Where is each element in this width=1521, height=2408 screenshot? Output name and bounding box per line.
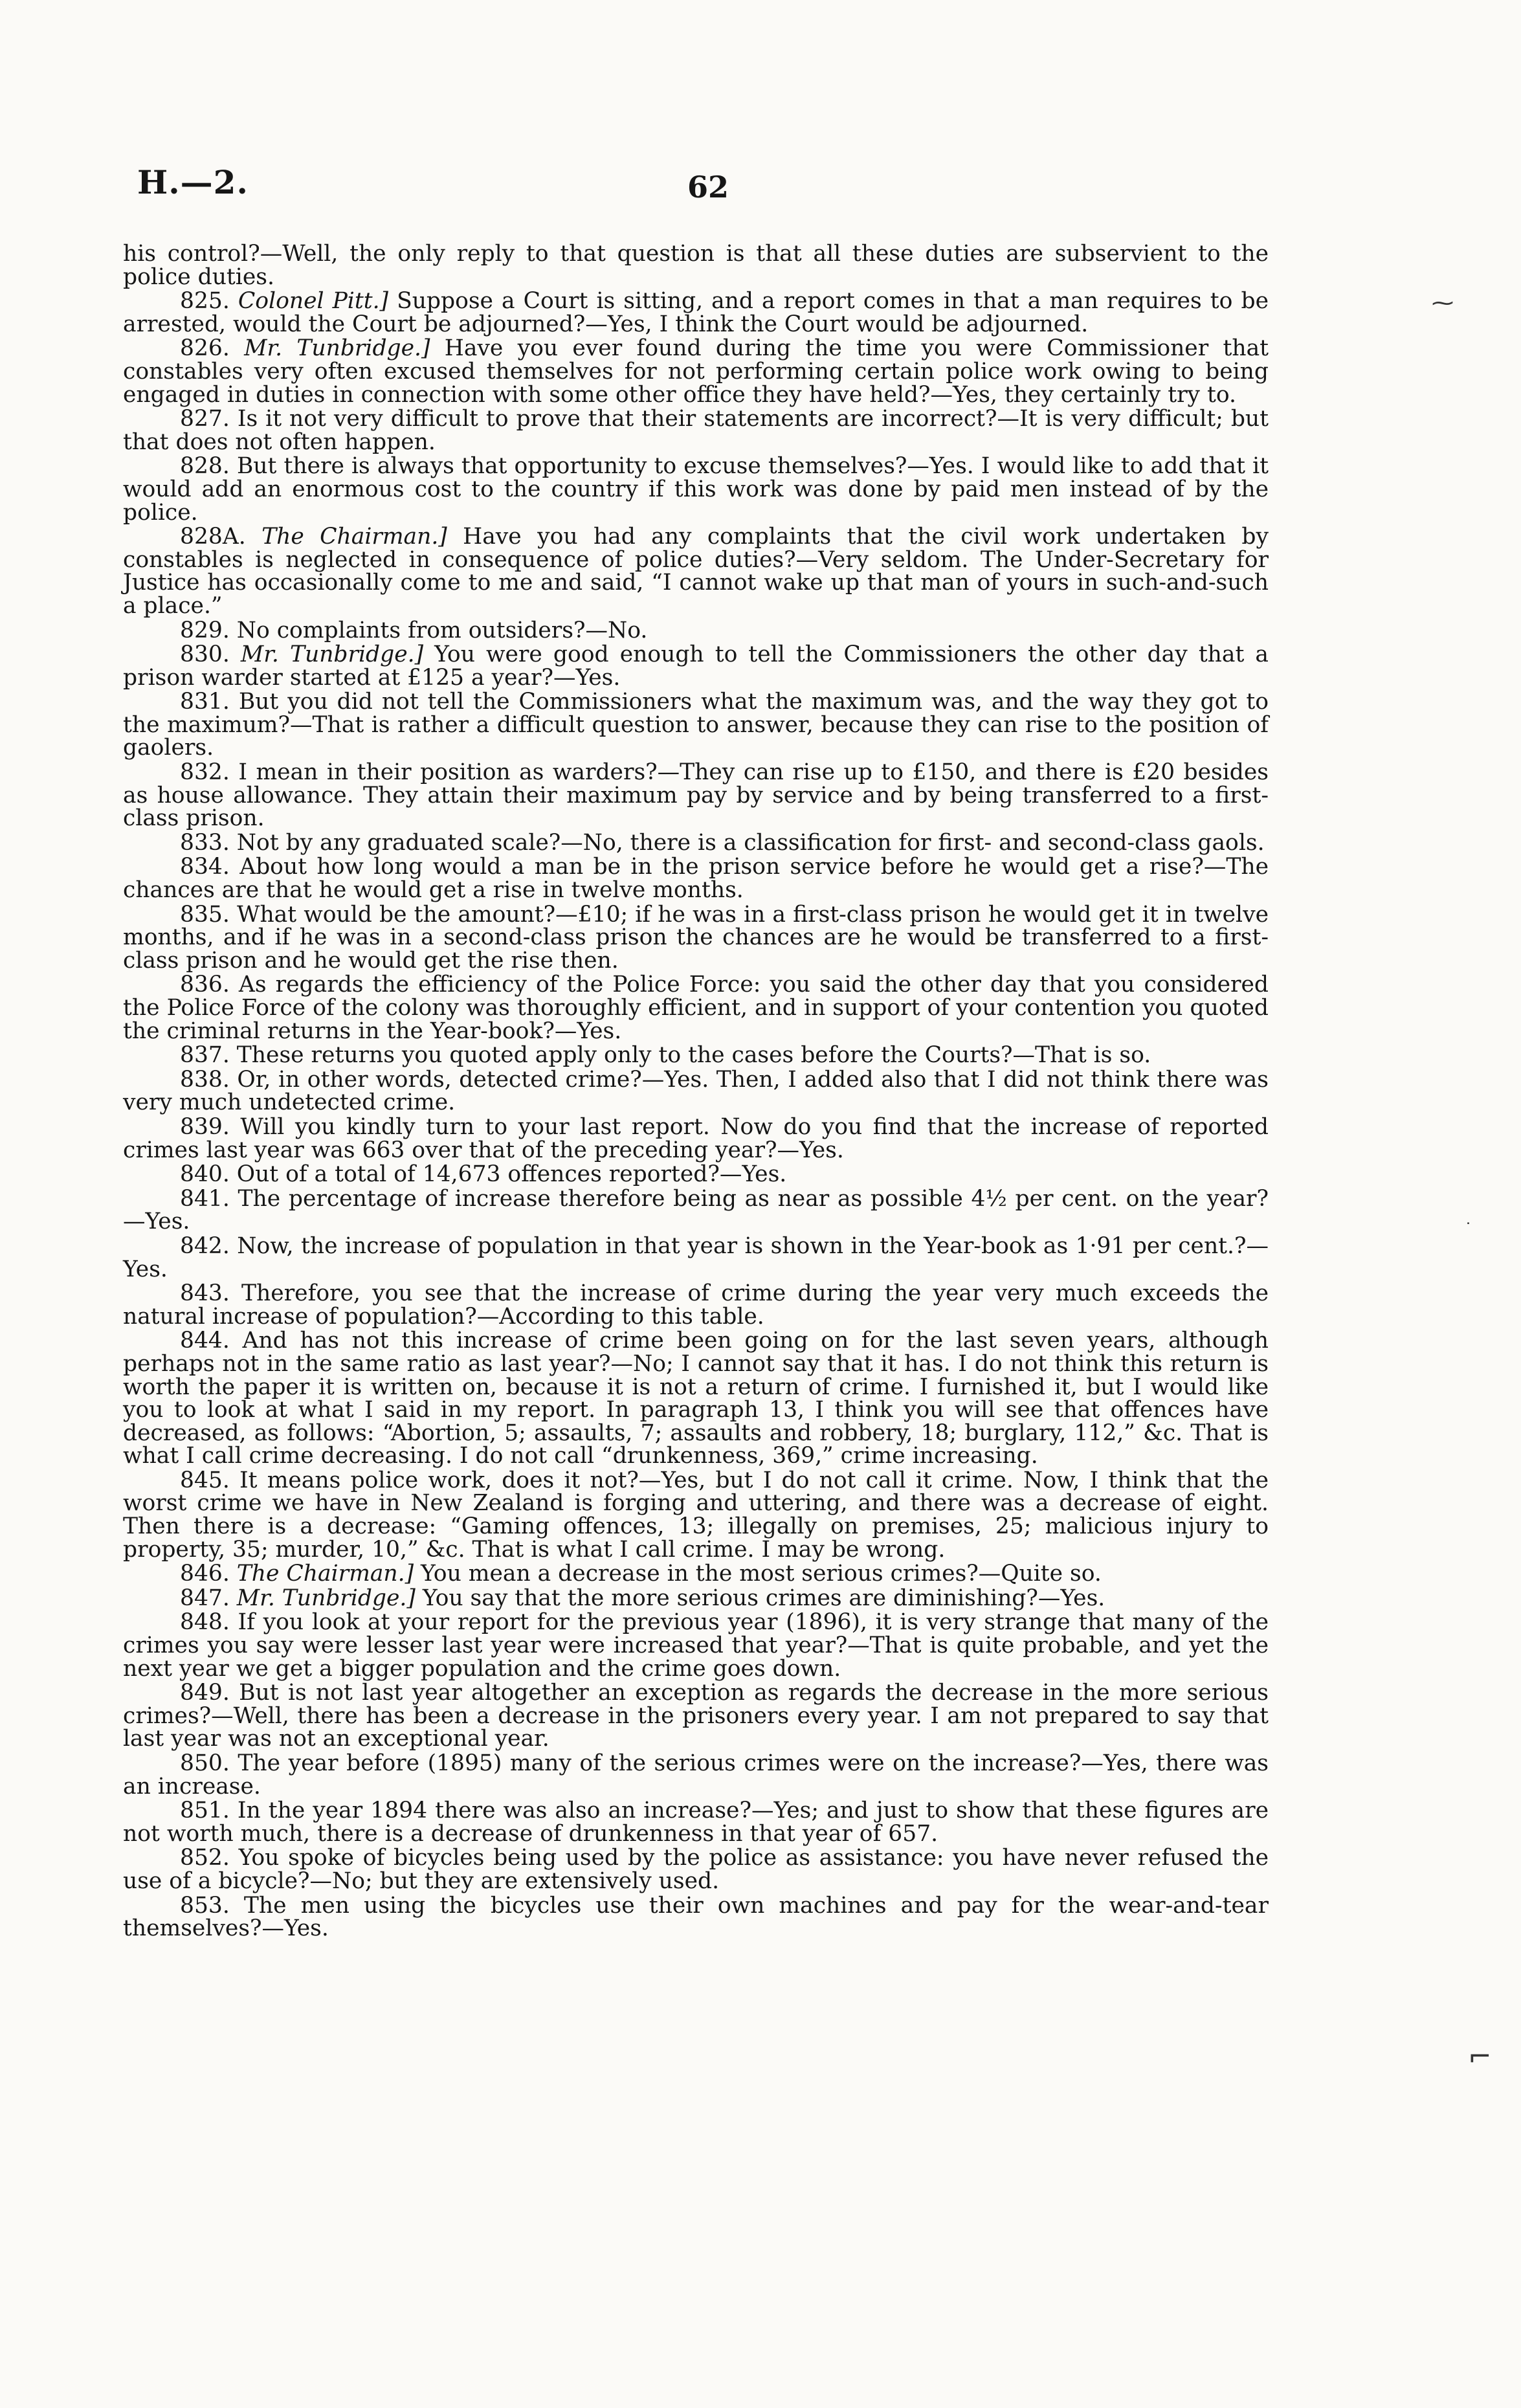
question-text: Will you kindly turn to your last report. Now do you find that the increase of reported crimes last year was 663 over that of the preceding year?—Yes. bbox=[123, 1113, 1269, 1163]
question-number: 838. bbox=[180, 1066, 230, 1093]
question-number: 830. bbox=[180, 641, 230, 668]
question-paragraph bbox=[123, 337, 1269, 407]
question-text: I mean in their position as warders?—They can rise up to £150, and there is £20 besides as house allowance. They attain their maximum pay by service and by being transferred to a first-class prison. bbox=[123, 759, 1269, 832]
question-text: Now, the increase of population in that year is shown in the Year-book as 1·91 per cent.?—Yes. bbox=[123, 1232, 1269, 1282]
question-number: 852. bbox=[180, 1845, 230, 1871]
question-paragraph bbox=[123, 901, 1269, 974]
question-number: 836. bbox=[180, 972, 230, 998]
margin-mark-icon: ⌐ bbox=[1468, 2040, 1492, 2073]
question-number: 842. bbox=[180, 1232, 230, 1259]
question-paragraph bbox=[123, 1587, 1269, 1611]
question-text: You mean a decrease in the most serious crimes?—Quite so. bbox=[421, 1561, 1102, 1587]
question-paragraph bbox=[123, 1282, 1269, 1328]
question-paragraph bbox=[123, 1611, 1269, 1680]
question-paragraph bbox=[123, 619, 1269, 643]
question-text: You were good enough to tell the Commissioners the other day that a prison warder started at £125 a year?—Yes. bbox=[123, 641, 1269, 691]
question-text: And has not this increase of crime been going on for the last seven years, although perhaps not in the same ratio as last year?—No; I cannot say that it has. I do not think this return is worth the paper it is written on, because it is not a return of crime. I furnished it, but I would like you to look at what I said in my report. In paragraph 13, I think you will see that offences have decreased, as follows: “Abortion, 5; assaults, 7; assaults and robbery, 18; burglary, 112,” &c. That is what I call crime decreasing. I do not call “drunkenness, 369,” crime increasing. bbox=[123, 1328, 1269, 1469]
question-text: But is not last year altogether an exception as regards the decrease in the more serious crimes?—Well, there has been a decrease in the prisoners every year. I am not prepared to say that last year was not an exceptional year. bbox=[123, 1680, 1269, 1752]
speaker-name: The Chairman.] bbox=[261, 524, 447, 550]
question-number: 825. bbox=[180, 288, 230, 315]
question-paragraph bbox=[123, 1232, 1269, 1282]
question-paragraph bbox=[123, 1185, 1269, 1235]
question-number: 828. bbox=[180, 453, 230, 480]
question-text: No complaints from outsiders?—No. bbox=[236, 617, 648, 643]
page-reference: H.—2. bbox=[137, 163, 249, 201]
question-paragraph bbox=[123, 856, 1269, 902]
question-number: 840. bbox=[180, 1161, 230, 1188]
question-paragraph bbox=[123, 1682, 1269, 1751]
question-text: These returns you quoted apply only to the cases before the Courts?—That is so. bbox=[236, 1042, 1151, 1069]
question-paragraph bbox=[123, 1847, 1269, 1893]
question-number: 846. bbox=[180, 1561, 230, 1587]
question-paragraph bbox=[123, 408, 1269, 454]
question-text: What would be the amount?—£10; if he was in a first-class prison he would get it in twelve months, and if he was in a second-class prison the chances are he would be transferred to a first-class prison and he would get the rise then. bbox=[123, 901, 1269, 974]
speaker-name: Mr. Tunbridge.] bbox=[244, 335, 430, 362]
question-text: As regards the efficiency of the Police Force: you said the other day that you considered the Police Force of the colony was thoroughly efficient, and in support of your contention you quoted the criminal returns in the Year-book?—Yes. bbox=[123, 972, 1269, 1044]
question-text: You say that the more serious crimes are diminishing?—Yes. bbox=[422, 1585, 1105, 1611]
question-number: 827. bbox=[180, 406, 230, 432]
question-number: 841. bbox=[180, 1185, 230, 1212]
question-paragraph bbox=[123, 643, 1269, 689]
speaker-name: Colonel Pitt.] bbox=[238, 288, 388, 315]
question-paragraph bbox=[123, 761, 1269, 831]
question-number: 832. bbox=[180, 759, 230, 786]
question-number: 853. bbox=[180, 1892, 230, 1919]
question-number: 851. bbox=[180, 1798, 230, 1824]
question-text: Not by any graduated scale?—No, there is a classification for first- and second-class gaols. bbox=[236, 829, 1265, 856]
question-text: It means police work, does it not?—Yes, but I do not call it crime. Now, I think that the worst crime we have in New Zealand is forging and uttering, and there was a decrease of eight. Then there is a decrease: “Gaming offences, 13; illegally on premises, 25; malicious injury to property, 35; murder, 10,” &c. That is what I call crime. I may be wrong. bbox=[123, 1467, 1269, 1563]
question-number: 849. bbox=[180, 1680, 230, 1706]
question-text: In the year 1894 there was also an increase?—Yes; and just to show that these figures are not worth much, there is a decrease of drunkenness in that year of 657. bbox=[123, 1798, 1269, 1847]
question-number: 828A. bbox=[180, 524, 246, 550]
question-paragraph bbox=[123, 455, 1269, 524]
question-paragraph bbox=[123, 1066, 1269, 1116]
question-text: Have you ever found during the time you were Commissioner that constables very often excused themselves for not performing certain police work owing to being engaged in duties in connection with some other office they have held?—Yes, they certainly try to. bbox=[123, 335, 1269, 408]
question-number: 845. bbox=[180, 1467, 230, 1493]
minutes-paragraphs bbox=[123, 290, 1269, 1941]
question-number: 834. bbox=[180, 854, 230, 880]
question-number: 844. bbox=[180, 1328, 230, 1354]
question-text: But there is always that opportunity to excuse themselves?—Yes. I would like to add that it would add an enormous cost to the country if this work was done by paid men instead of by the police. bbox=[123, 453, 1269, 526]
speaker-name: The Chairman.] bbox=[236, 1561, 414, 1587]
question-number: 848. bbox=[180, 1609, 230, 1636]
question-paragraph bbox=[123, 1113, 1269, 1163]
question-text: The percentage of increase therefore being as near as possible 4½ per cent. on the year?—Yes. bbox=[123, 1185, 1269, 1235]
continued-answer: his control?—Well, the only reply to that question is that all these duties are subservient to the police duties. bbox=[123, 241, 1269, 290]
question-number: 826. bbox=[180, 335, 230, 362]
question-number: 843. bbox=[180, 1280, 230, 1307]
question-number: 831. bbox=[180, 689, 230, 715]
question-text: Therefore, you see that the increase of crime during the year very much exceeds the natural increase of population?—According to this table. bbox=[123, 1280, 1269, 1330]
question-number: 829. bbox=[180, 617, 230, 643]
question-text: Out of a total of 14,673 offences reported?—Yes. bbox=[236, 1161, 787, 1188]
question-number: 837. bbox=[180, 1042, 230, 1069]
question-text: But you did not tell the Commissioners what the maximum was, and the way they got to the maximum?—That is rather a difficult question to answer, because they can rise to the position of gaolers. bbox=[123, 689, 1269, 761]
question-paragraph bbox=[123, 1469, 1269, 1561]
question-paragraph bbox=[123, 1330, 1269, 1468]
question-text: Is it not very difficult to prove that their statements are incorrect?—It is very difficult; but that does not often happen. bbox=[123, 406, 1269, 455]
question-paragraph bbox=[123, 1163, 1269, 1187]
question-paragraph bbox=[123, 1892, 1269, 1942]
question-paragraph bbox=[123, 526, 1269, 618]
question-text: If you look at your report for the previous year (1896), it is very strange that many of the crimes you say were lesser last year were increased that year?—That is quite probable, and yet the next year we get a bigger population and the crime goes down. bbox=[123, 1609, 1269, 1682]
question-text: The year before (1895) many of the serious crimes were on the increase?—Yes, there was an increase. bbox=[123, 1750, 1269, 1800]
question-paragraph bbox=[123, 1752, 1269, 1798]
question-paragraph bbox=[123, 974, 1269, 1043]
margin-tick-icon: ˙ bbox=[1464, 1220, 1472, 1240]
margin-mark-icon: ⁓ bbox=[1432, 290, 1454, 316]
question-number: 833. bbox=[180, 829, 230, 856]
question-paragraph bbox=[123, 1563, 1269, 1586]
question-paragraph bbox=[123, 1800, 1269, 1845]
question-text: Or, in other words, detected crime?—Yes. Then, I added also that I did not think there was very much undetected crime. bbox=[123, 1066, 1269, 1116]
page-number: 62 bbox=[687, 170, 729, 205]
question-text: Suppose a Court is sitting, and a report comes in that a man requires to be arrested, would the Court be adjourned?—Yes, I think the Court would be adjourned. bbox=[123, 288, 1269, 337]
question-text: About how long would a man be in the prison service before he would get a rise?—The chances are that he would get a rise in twelve months. bbox=[123, 854, 1269, 904]
speaker-name: Mr. Tunbridge.] bbox=[236, 1585, 416, 1611]
question-number: 850. bbox=[180, 1750, 230, 1776]
speaker-name: Mr. Tunbridge.] bbox=[240, 641, 424, 668]
evidence-text bbox=[123, 243, 1269, 1942]
question-text: The men using the bicycles use their own machines and pay for the wear-and-tear themselves?—Yes. bbox=[123, 1892, 1269, 1942]
question-paragraph bbox=[123, 691, 1269, 760]
question-paragraph bbox=[123, 829, 1269, 856]
question-number: 835. bbox=[180, 901, 230, 928]
question-number: 839. bbox=[180, 1113, 230, 1140]
question-paragraph bbox=[123, 1044, 1269, 1067]
question-text: Have you had any complaints that the civil work undertaken by constables is neglected in consequence of police duties?—Very seldom. The Under-Secretary for Justice has occasionally come to me and said, “I cannot wake up that man of yours in such-and-such a place.” bbox=[123, 524, 1269, 619]
question-paragraph bbox=[123, 290, 1269, 336]
question-text: You spoke of bicycles being used by the police as assistance: you have never refused the use of a bicycle?—No; but they are extensively used. bbox=[123, 1845, 1269, 1894]
question-number: 847. bbox=[180, 1585, 230, 1611]
